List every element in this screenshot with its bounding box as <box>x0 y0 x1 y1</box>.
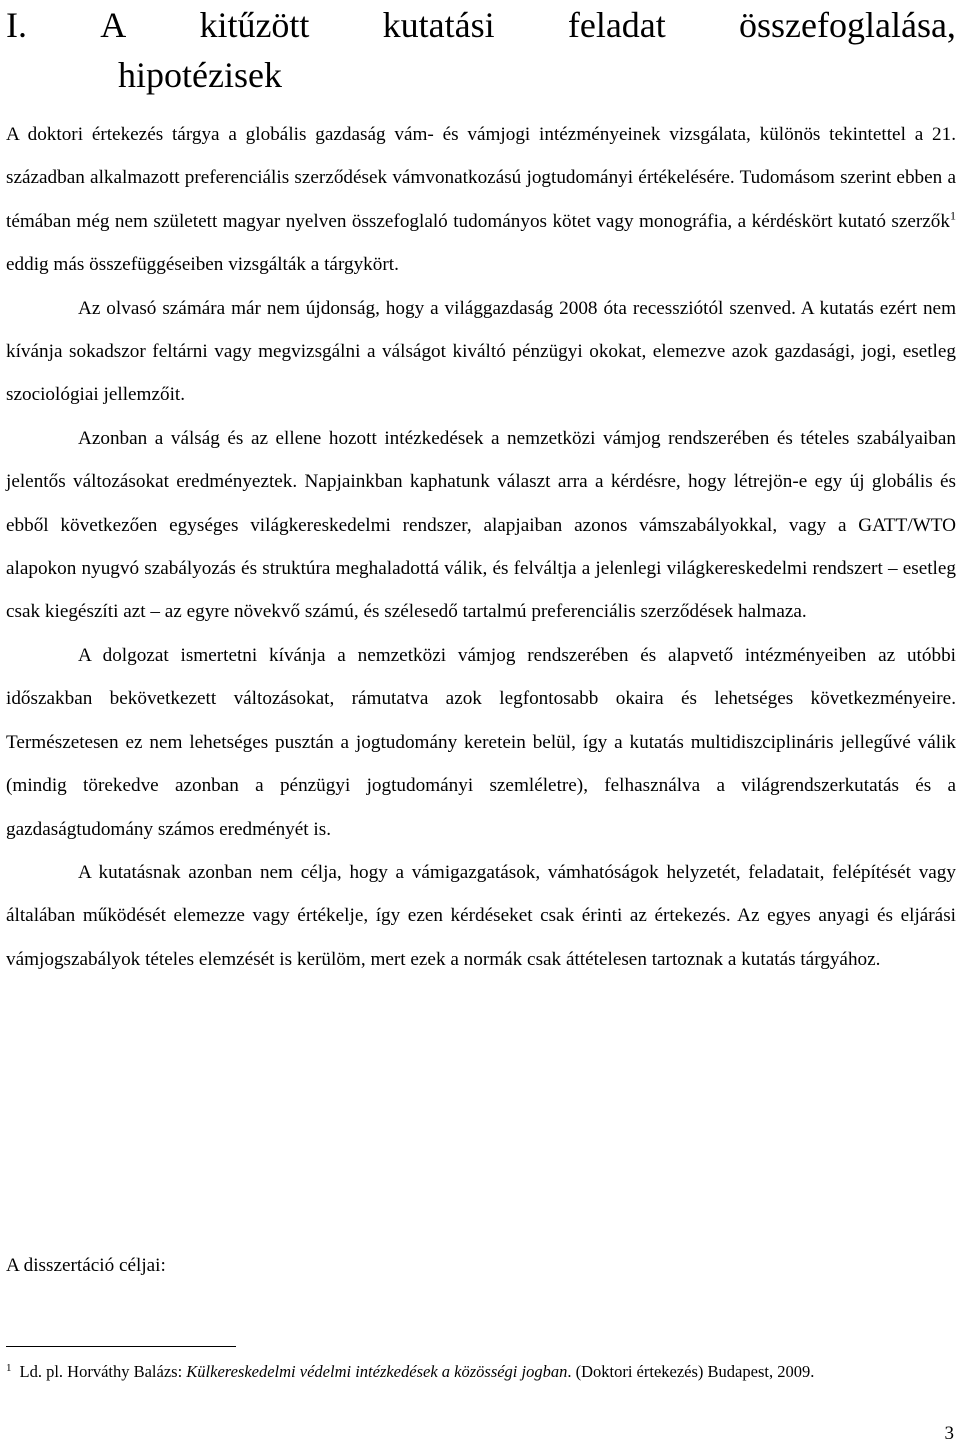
footnote-suffix: . (Doktori értekezés) Budapest, 2009. <box>567 1362 815 1381</box>
footnote-prefix: Ld. pl. Horváthy Balázs: <box>19 1362 187 1381</box>
footnote-title: Külkereskedelmi védelmi intézkedések a közösségi jogban <box>186 1362 568 1381</box>
footnote-reference[interactable]: 1 <box>950 208 956 223</box>
heading-word: kitűzött <box>199 5 310 45</box>
heading-number: I. <box>6 5 27 45</box>
page-number: 3 <box>944 1423 954 1444</box>
paragraph-3: Azonban a válság és az ellene hozott intézkedések a nemzetközi vámjog rendszerében és tételes szabályaiban jelentős változásokat eredményeztek. Napjainkban kaphatunk választ arra a kérdésre, hogy létrejön-e egy új globális és ebből következően egységes világkereskedelmi rendszer, alapjaiban azonos vámszabályokkal, vagy a GATT/WTO alapokon nyugvó szabályozás és struktúra meghaladottá válik, és felváltja a jelenlegi világkereskedelmi rendszert – esetleg csak kiegészíti azt – az egyre növekvő számú, és szélesedő tartalmú preferenciális szerződések halmaza. <box>6 427 956 623</box>
paragraph-5: A kutatásnak azonban nem célja, hogy a vámigazgatások, vámhatóságok helyzetét, feladatait, felépítését vagy általában működését elemezze vagy értékelje, így ezen kérdéseket csak érinti az értekezés. Az egyes anyagi és eljárási vámjogszabályok tételes elemzését is kerülöm, mert ezek a normák csak áttételesen tartoznak a kutatás tárgyához. <box>6 861 956 970</box>
paragraph-4: A dolgozat ismertetni kívánja a nemzetközi vámjog rendszerében és alapvető intézményeiben az utóbbi időszakban bekövetkezett változásokat, rámutatva azok legfontosabb okaira és lehetséges következményeire. Természetesen ez nem lehetséges pusztán a jogtudomány keretein belül, így a kutatás multidiszciplináris jellegűvé válik (mindig törekedve azonban a pénzügyi jogtudományi szemléletre), felhasználva a világrendszerkutatás és a gazdaságtudomány számos eredményét is. <box>6 644 956 840</box>
heading-word: kutatási <box>382 5 495 45</box>
paragraph-1 <box>6 113 956 287</box>
heading-word: A <box>100 5 127 45</box>
aims-label: A disszertáció céljai: <box>6 1255 166 1276</box>
heading-word: összefoglalása, <box>739 5 956 45</box>
footnote-mark: 1 <box>6 1361 12 1374</box>
footnote-separator <box>6 1346 236 1347</box>
paragraph-1-text: A doktori értekezés tárgya a globális gazdaság vám- és vámjogi intézményeinek vizsgálata, különös tekintettel a 21. században alkalmazott preferenciális szerződések vámvonatkozású jogtudományi értékelésére. Tudomásom szerint ebben a témában még nem született magyar nyelven összefoglaló tudományos kötet vagy monográfia, a kérdéskört kutató szerzők <box>6 124 956 232</box>
heading-word: feladat <box>567 5 666 45</box>
paragraph-1-text-end: eddig más összefüggéseiben vizsgálták a tárgykört. <box>6 254 399 276</box>
body-text <box>6 113 956 981</box>
section-heading <box>6 0 956 100</box>
footnote <box>6 1358 956 1386</box>
heading-line-1 <box>6 0 956 50</box>
heading-line-2: hipotézisek <box>118 55 282 95</box>
paragraph-2: Az olvasó számára már nem újdonság, hogy a világgazdaság 2008 óta recessziótól szenved. A kutatás ezért nem kívánja sokadszor feltárni vagy megvizsgálni a válságot kiváltó pénzügyi okokat, elemezve azok gazdasági, jogi, esetleg szociológiai jellemzőit. <box>6 297 956 406</box>
